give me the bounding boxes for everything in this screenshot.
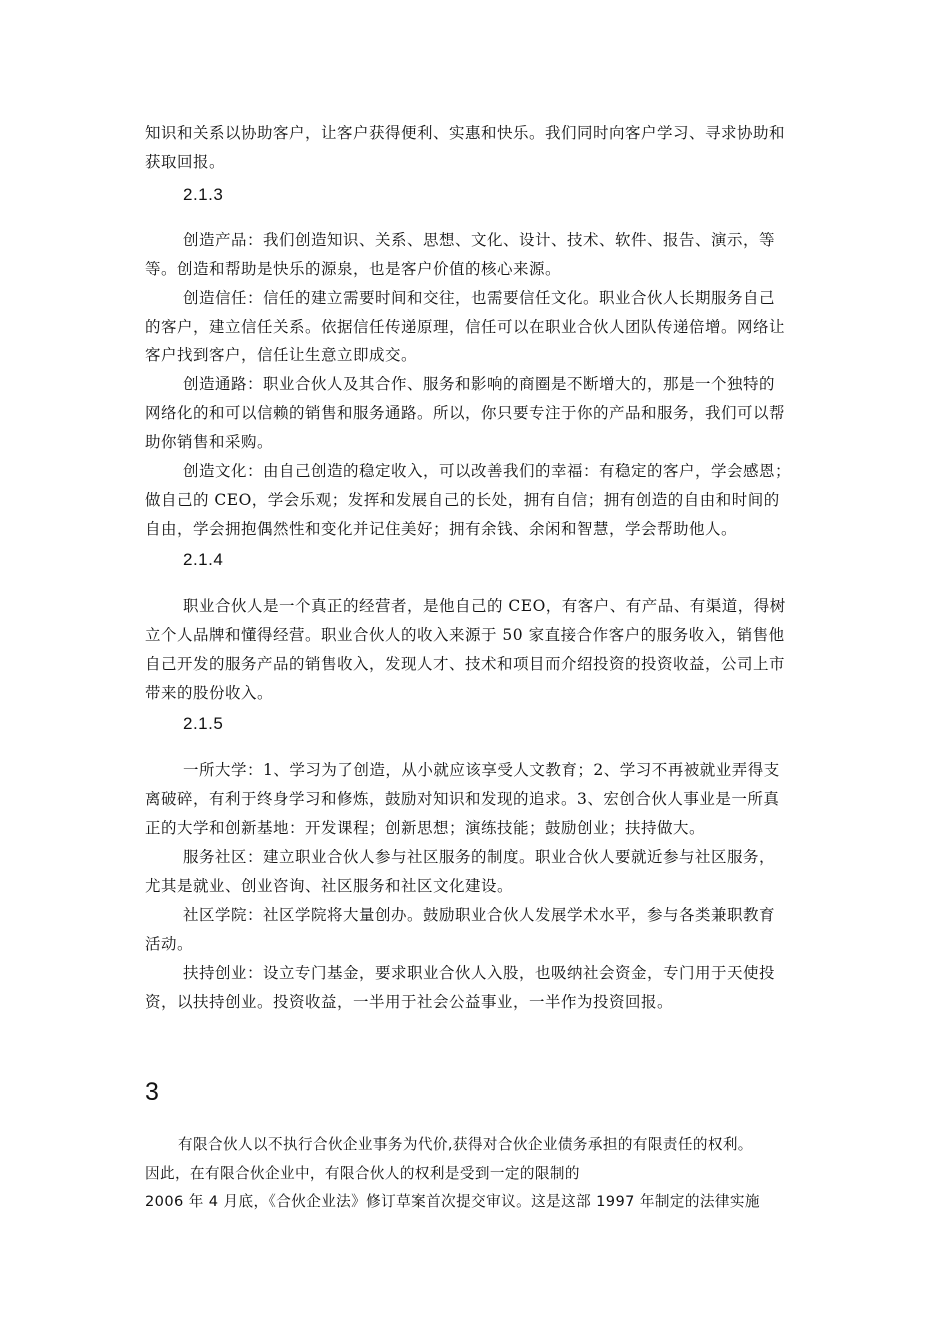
- paragraph-line: 做自己的 CEO，学会乐观；发挥和发展自己的长处，拥有自信；拥有创造的自由和时间的: [145, 491, 780, 509]
- paragraph-line: 扶持创业：设立专门基金，要求职业合伙人入股，也吸纳社会资金，专门用于天使投: [183, 964, 776, 982]
- section-heading-2-1-5: 2.1.5: [183, 714, 224, 733]
- section-heading-2-1-4: 2.1.4: [183, 550, 224, 569]
- paragraph-line: 因此，在有限合伙企业中，有限合伙人的权利是受到一定的限制的: [145, 1165, 580, 1182]
- paragraph-line: 网络化的和可以信赖的销售和服务通路。所以，你只要专注于你的产品和服务，我们可以帮: [145, 404, 786, 422]
- paragraph-line: 获取回报。: [145, 153, 226, 171]
- paragraph-line: 一所大学：1、学习为了创造，从小就应该享受人文教育；2、学习不再被就业弄得支: [183, 761, 780, 779]
- paragraph-line: 自由，学会拥抱偶然性和变化并记住美好；拥有余钱、余闲和智慧，学会帮助他人。: [145, 520, 738, 538]
- paragraph-line: 职业合伙人是一个真正的经营者，是他自己的 CEO，有客户、有产品、有渠道，得树: [183, 597, 786, 615]
- paragraph-line: 的客户，建立信任关系。依据信任传递原理，信任可以在职业合伙人团队传递倍增。网络让: [145, 318, 786, 336]
- paragraph-line: 知识和关系以协助客户，让客户获得便利、实惠和快乐。我们同时向客户学习、寻求协助和: [145, 124, 786, 142]
- paragraph-line: 活动。: [145, 935, 194, 953]
- paragraph-line: 立个人品牌和懂得经营。职业合伙人的收入来源于 50 家直接合作客户的服务收入，销售他: [145, 626, 785, 644]
- paragraph-line: 客户找到客户，信任让生意立即成交。: [145, 346, 418, 364]
- paragraph-line: 正的大学和创新基地：开发课程；创新思想；演练技能；鼓励创业；扶持做大。: [145, 819, 706, 837]
- paragraph-line: 尤其是就业、创业咨询、社区服务和社区文化建设。: [145, 877, 514, 895]
- paragraph-line: 社区学院：社区学院将大量创办。鼓励职业合伙人发展学术水平，参与各类兼职教育: [183, 906, 776, 924]
- paragraph-line: 创造文化：由自己创造的稳定收入，可以改善我们的幸福：有稳定的客户，学会感恩；: [183, 462, 792, 480]
- section-heading-2-1-3: 2.1.3: [183, 185, 224, 204]
- paragraph-line: 创造信任：信任的建立需要时间和交往，也需要信任文化。职业合伙人长期服务自己: [183, 289, 776, 307]
- paragraph-line: 创造通路：职业合伙人及其合作、服务和影响的商圈是不断增大的，那是一个独特的: [183, 375, 776, 393]
- paragraph-line: 服务社区：建立职业合伙人参与社区服务的制度。职业合伙人要就近参与社区服务，: [183, 848, 776, 866]
- paragraph-line: 带来的股份收入。: [145, 684, 274, 702]
- paragraph-line: 2006 年 4 月底，《合伙企业法》修订草案首次提交审议。这是这部 1997 年制定的法律实施: [145, 1193, 760, 1210]
- paragraph-line: 有限合伙人以不执行合伙企业事务为代价,获得对合伙企业债务承担的有限责任的权利。: [178, 1136, 753, 1153]
- section-heading-3: 3: [145, 1078, 159, 1106]
- paragraph-line: 等。创造和帮助是快乐的源泉，也是客户价值的核心来源。: [145, 260, 562, 278]
- paragraph-line: 创造产品：我们创造知识、关系、思想、文化、设计、技术、软件、报告、演示，等: [183, 231, 776, 249]
- paragraph-line: 自己开发的服务产品的销售收入，发现人才、技术和项目而介绍投资的投资收益，公司上市: [145, 655, 786, 673]
- paragraph-line: 离破碎，有利于终身学习和修炼，鼓励对知识和发现的追求。3、宏创合伙人事业是一所真: [145, 790, 780, 808]
- paragraph-line: 资，以扶持创业。投资收益，一半用于社会公益事业，一半作为投资回报。: [145, 993, 674, 1011]
- paragraph-line: 助你销售和采购。: [145, 433, 274, 451]
